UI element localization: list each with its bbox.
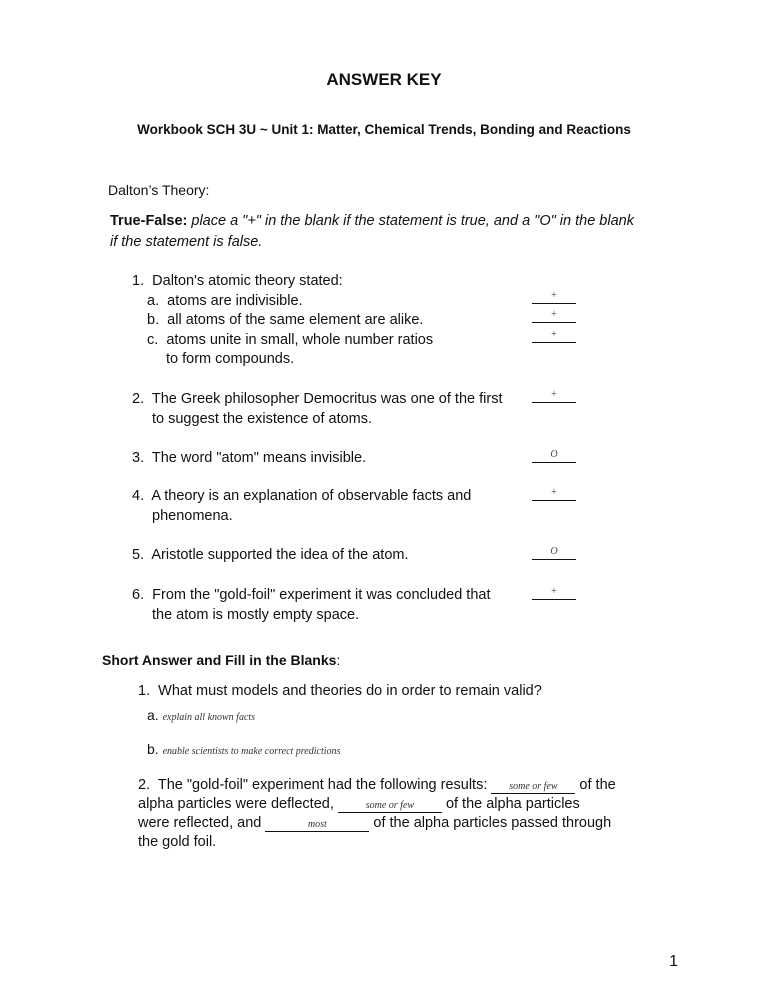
fill-blank: some or few bbox=[338, 800, 442, 813]
tf-question-1: 1. Dalton's atomic theory stated: bbox=[132, 273, 343, 289]
tf-question-6-cont: the atom is mostly empty space. bbox=[152, 607, 360, 623]
answer-blank: + bbox=[532, 329, 576, 343]
short-answer-heading: Short Answer and Fill in the Blanks: bbox=[102, 652, 341, 668]
tf-question-5: 5. Aristotle supported the idea of the atom. bbox=[132, 547, 409, 563]
tf-question-1b: b. all atoms of the same element are alike. bbox=[147, 312, 424, 328]
tf-question-3: 3. The word "atom" means invisible. bbox=[132, 450, 367, 466]
answer-blank: + bbox=[532, 586, 576, 600]
sa-question-2: 2. The "gold-foil" experiment had the following results: some or few of the bbox=[138, 777, 616, 793]
fill-blank: some or few bbox=[491, 781, 575, 794]
tf-question-2-cont: to suggest the existence of atoms. bbox=[152, 411, 373, 427]
instructions-line: place a "+" in the blank if the statement is true, and a "O" in the blank bbox=[191, 213, 634, 229]
tf-question-2: 2. The Greek philosopher Democritus was one of the first bbox=[132, 391, 503, 407]
sa-question-2-line2: alpha particles were deflected, some or few of the alpha particles bbox=[138, 796, 580, 812]
answer-blank: O bbox=[532, 546, 576, 560]
tf-question-1c-cont: to form compounds. bbox=[166, 351, 295, 367]
answer-blank: + bbox=[532, 389, 576, 403]
true-false-label: True-False: bbox=[110, 213, 188, 229]
section-heading: Dalton’s Theory: bbox=[108, 182, 210, 198]
sa-question-1: 1. What must models and theories do in order to remain valid? bbox=[138, 683, 542, 699]
instructions-line: if the statement is false. bbox=[110, 234, 263, 250]
answer-blank: O bbox=[532, 449, 576, 463]
true-false-instructions bbox=[110, 213, 634, 229]
sa-answer-1a: a. explain all known facts bbox=[147, 707, 256, 723]
tf-question-4-cont: phenomena. bbox=[152, 508, 233, 524]
sa-question-2-line3: were reflected, and most of the alpha particles passed through bbox=[138, 815, 612, 831]
page-title: ANSWER KEY bbox=[326, 70, 442, 89]
answer-blank: + bbox=[532, 309, 576, 323]
tf-question-6: 6. From the "gold-foil" experiment it was concluded that bbox=[132, 587, 491, 603]
answer-blank: + bbox=[532, 487, 576, 501]
tf-question-1c: c. atoms unite in small, whole number ratios bbox=[147, 332, 434, 348]
tf-question-4: 4. A theory is an explanation of observable facts and bbox=[132, 488, 472, 504]
tf-question-1a: a. atoms are indivisible. bbox=[147, 293, 303, 309]
page-subtitle: Workbook SCH 3U ~ Unit 1: Matter, Chemical Trends, Bonding and Reactions bbox=[137, 122, 631, 137]
sa-question-2-line4: the gold foil. bbox=[138, 834, 217, 850]
answer-blank: + bbox=[532, 290, 576, 304]
sa-answer-1b: b. enable scientists to make correct predictions bbox=[147, 741, 341, 757]
page-number: 1 bbox=[669, 953, 678, 970]
fill-blank: most bbox=[265, 819, 369, 832]
